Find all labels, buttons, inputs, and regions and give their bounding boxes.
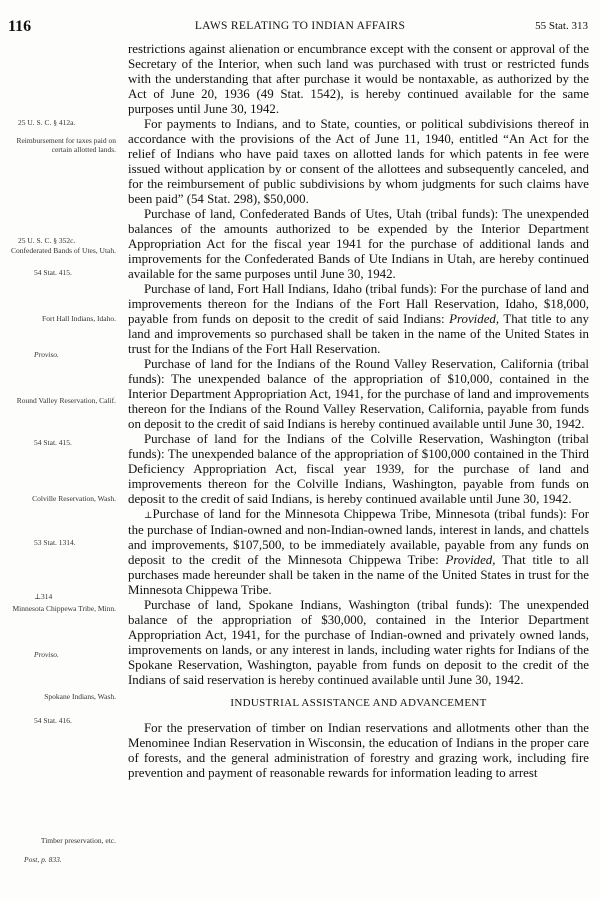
page-break-mark: ⊥ (144, 510, 153, 520)
paragraph: For payments to Indians, and to State, counties, or political subdivisions thereof in accordance with the provisions of the Act of June 11, 1940, entitled “An Act for the relief of Indians who have paid taxes on allotted lands for which patents in fee were issued without application by or consent of the allottees and subsequently canceled, and for the reimbursement of public subdivisions by whom judgments for such claims have been paid” (54 Stat. 298), $50,000. (128, 117, 589, 206)
page-number: 116 (8, 18, 32, 35)
margin-note: 54 Stat. 415. (34, 268, 72, 277)
margin-note: 25 U. S. C. § 412a. (18, 118, 76, 127)
margin-note: Round Valley Reservation, Calif. (16, 396, 116, 405)
paragraph (128, 507, 589, 598)
margin-note: 54 Stat. 416. (34, 716, 72, 725)
statute-citation: 55 Stat. 313 (535, 20, 588, 32)
paragraph-text: That title to all purchases made hereunder shall be taken in the name of the United States in trust for the Minnesota Chippewa Tribe. (128, 553, 590, 597)
margin-note: Confederated Bands of Utes, Utah. (11, 246, 116, 255)
paragraph: Purchase of land for the Indians of the Colville Reservation, Washington (tribal funds): The unexpended balance of the appropriation of $100,000 contained in the Third Deficiency Appropriation Act, fiscal year 1939, for the purchase of land and improvements thereon for the Colville Indians, Washington, payable from funds on deposit to the credit of said Indians, is hereby continued available until June 30, 1942. (128, 432, 589, 506)
margin-note: Proviso. (34, 350, 59, 359)
paragraph-text: Purchase of land for the Minnesota Chippewa Tribe, Minnesota (tribal funds): For the purchase of Indian-owned and non-Indian-owned lands, interest in lands, and chattels and improvements, $107,500, to be immediately available, payable from any funds on deposit to the credit of the Minnesota Chippewa Tribe: (128, 507, 589, 567)
margin-note: Fort Hall Indians, Idaho. (42, 314, 116, 323)
paragraph: restrictions against alienation or encumbrance except with the consent or approval of the Secretary of the Interior, when such land was purchased with trust or restricted funds with the understanding that after purchase it would be nontaxable, as authorized by the Act of June 20, 1936 (49 Stat. 1542), is hereby continued available for the same purposes until June 30, 1942. (128, 42, 589, 116)
margin-note: 25 U. S. C. § 352c. (18, 236, 76, 245)
margin-note: Post, p. 833. (24, 855, 62, 864)
margin-note: Reimbursement for taxes paid on certain allotted lands. (16, 136, 116, 154)
margin-note: 53 Stat. 1314. (34, 538, 76, 547)
paragraph-text: Purchase of land, Fort Hall Indians, Idaho (tribal funds): For the purchase of land and improvements thereon for the Indians of the Fort Hall Reservation, Idaho, $18,000, payable from funds on deposit to the credit of said Indians: (128, 282, 589, 326)
margin-note: 54 Stat. 415. (34, 438, 72, 447)
paragraph: Purchase of land, Spokane Indians, Washington (tribal funds): The unexpended balance of the appropriation of $30,000, contained in the Interior Department Appropriation Act, 1941, for the purchase of Indian-owned and privately owned lands, improvements on lands, or any interest in lands, including water rights for Indians of the Spokane Reservation, Washington, payable from funds on deposit to the credit of the Indians of said reservation is hereby continued available until June 30, 1942. (128, 598, 589, 687)
margin-note: Minnesota Chippewa Tribe, Minn. (12, 604, 116, 613)
paragraph: For the preservation of timber on Indian reservations and allotments other than the Menominee Indian Reservation in Wisconsin, the education of Indians in the proper care of forests, and the general administration of forestry and grazing work, including fire prevention and payment of reasonable rewards for information leading to arrest (128, 721, 589, 780)
margin-note: Spokane Indians, Wash. (44, 692, 116, 701)
margin-note: Timber preservation, etc. (40, 836, 116, 845)
margin-note: Proviso. (34, 650, 59, 659)
paragraph: Purchase of land, Confederated Bands of Utes, Utah (tribal funds): The unexpended balances of the amounts authorized to be expended by the Interior Department Appropriation Act for the fiscal year 1941 for the purchase of additional lands and improvements for the Confederated Bands of Ute Indians in Utah, are hereby continued available for the same purposes until June 30, 1942. (128, 207, 589, 281)
margin-notes (0, 0, 122, 900)
margin-note: ⊥314 (34, 592, 53, 601)
proviso-term: Provided, (445, 553, 496, 567)
section-heading: INDUSTRIAL ASSISTANCE AND ADVANCEMENT (230, 697, 487, 709)
paragraph: Purchase of land for the Indians of the Round Valley Reservation, California (tribal funds): The unexpended balance of the appropriation of $10,000, contained in the Interior Department Appropriation Act, 1941, for the purchase of land and improvements thereon for the Indians of the Round Valley Reservation, California, payable from funds on deposit to the credit of said Indians is hereby continued available until June 30, 1942. (128, 357, 589, 431)
body-text (128, 42, 589, 781)
margin-note: Colville Reservation, Wash. (32, 494, 116, 503)
running-title: LAWS RELATING TO INDIAN AFFAIRS (194, 20, 406, 32)
paragraph-text: That title to any land and improvements so purchased shall be taken in the name of the United States in trust for the Indians of the Fort Hall Reservation. (128, 312, 589, 356)
paragraph (128, 282, 589, 357)
proviso-term: Provided, (449, 312, 500, 326)
